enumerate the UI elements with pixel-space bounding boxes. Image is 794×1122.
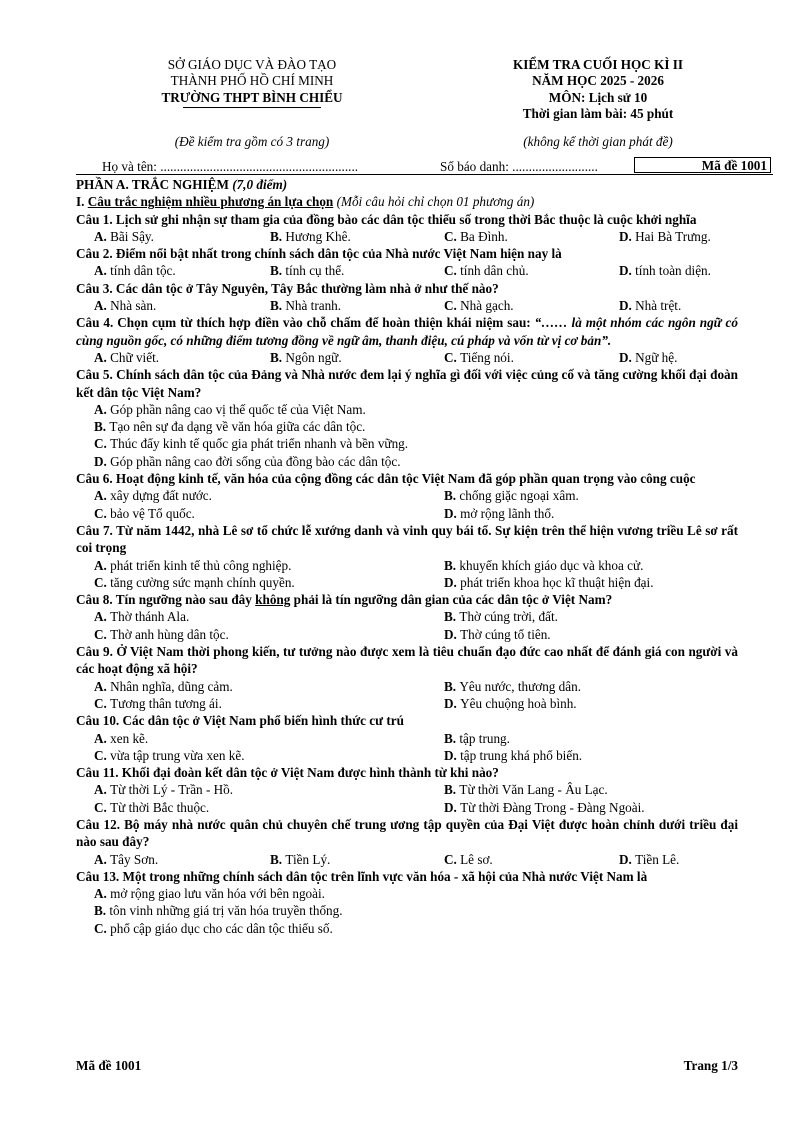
option-b: B. Yêu nước, thương dân.	[444, 678, 582, 694]
option-b: B. Ngôn ngữ.	[270, 349, 342, 365]
option-c: C. bảo vệ Tổ quốc.	[94, 505, 195, 521]
option-a: A. xây dựng đất nước.	[94, 488, 212, 504]
option-b: B. Từ thời Văn Lang - Âu Lạc.	[444, 782, 608, 798]
duration: Thời gian làm bài: 45 phút	[522, 106, 674, 122]
question-3-options	[76, 297, 738, 314]
question-6: Câu 6. Hoạt động kinh tế, văn hóa của cộng đồng các dân tộc Việt Nam đã góp phần quan trọng vào công cuộc	[76, 471, 696, 487]
subsection-title	[76, 193, 738, 210]
option-c: C. Lê sơ.	[444, 851, 493, 867]
subsection-prefix: I.	[76, 194, 88, 210]
question-4-options	[76, 349, 738, 366]
option-c: C. tăng cường sức mạnh chính quyền.	[94, 574, 295, 590]
question-4-stem: Câu 4. Chọn cụm từ thích hợp điền vào chỗ chấm để hoàn thiện khái niệm sau:	[76, 315, 535, 331]
option-c: C. Tiếng nói.	[444, 349, 514, 365]
option-a: A. Góp phần nâng cao vị thế quốc tế của Việt Nam.	[94, 401, 366, 417]
exam-page	[76, 57, 767, 937]
option-d: D. tính toàn diện.	[619, 263, 711, 279]
question-1-options	[76, 228, 738, 245]
option-a: A. tính dân tộc.	[94, 263, 176, 279]
question-1: Câu 1. Lịch sử ghi nhận sự tham gia của đồng bào các dân tộc thiểu số trong thời Bắc thuộc là cuộc khởi nghĩa	[76, 211, 697, 227]
option-b: B. Nhà tranh.	[270, 298, 342, 314]
school-year: NĂM HỌC 2025 - 2026	[532, 73, 664, 89]
page-count-note: (Đề kiểm tra gồm có 3 trang)	[174, 134, 330, 149]
school-underline	[183, 107, 321, 108]
question-11: Câu 11. Khối đại đoàn kết dân tộc ở Việt Nam được hình thành từ khi nào?	[76, 765, 499, 781]
duration-note: (không kể thời gian phát đề)	[523, 134, 673, 149]
question-5: Câu 5. Chính sách dân tộc của Đảng và Nhà nước đem lại ý nghĩa gì đối với việc củng cố và tăng cường khối đại đoàn kết dân tộc Việt Nam?	[76, 367, 738, 400]
option-b: B. Tạo nên sự đa dạng về văn hóa giữa các dân tộc.	[94, 419, 366, 435]
question-9-options-ab	[76, 678, 738, 695]
question-9: Câu 9. Ở Việt Nam thời phong kiến, tư tưởng nào được xem là tiêu chuẩn đạo đức cao nhất để đánh giá con người và các hoạt động xã hội?	[76, 644, 738, 677]
question-12: Câu 12. Bộ máy nhà nước quân chủ chuyên chế trung ương tập quyền của Đại Việt được hoàn chỉnh dưới triều đại nào sau đây?	[76, 816, 738, 850]
option-a: A. phát triển kinh tế thủ công nghiệp.	[94, 557, 292, 573]
option-b: B. Tiền Lý.	[270, 851, 331, 867]
question-9-options-cd	[76, 695, 738, 712]
option-a: A. Tây Sơn.	[94, 851, 159, 867]
city-name: THÀNH PHỐ HỒ CHÍ MINH	[170, 73, 334, 89]
question-4-quote: “…… là một nhóm các ngôn ngữ có cùng nguồn gốc, có những điểm tương đồng về ngữ âm, thanh điệu, cú pháp và vốn từ vị cơ bản”.	[76, 315, 738, 348]
option-a: A. Chữ viết.	[94, 349, 160, 365]
option-d: D. Thờ cúng tổ tiên.	[444, 626, 551, 642]
question-11-options-cd	[76, 799, 738, 816]
student-name-field: Họ và tên: ............................................................	[102, 159, 359, 174]
school-name: TRƯỜNG THPT BÌNH CHIỂU	[161, 89, 343, 105]
question-2-options	[76, 262, 738, 279]
option-d: D. Ngữ hệ.	[619, 349, 678, 365]
option-b: B. Thờ cúng trời, đất.	[444, 609, 558, 625]
section-points: (7,0 điểm)	[228, 177, 288, 192]
option-c: C. Nhà gạch.	[444, 298, 514, 314]
option-c: C. Từ thời Bắc thuộc.	[94, 799, 210, 815]
option-c: C. Thúc đẩy kinh tế quốc gia phát triển nhanh và bền vững.	[94, 436, 409, 452]
option-a: A. Bãi Sậy.	[94, 228, 154, 244]
question-3: Câu 3. Các dân tộc ở Tây Nguyên, Tây Bắc thường làm nhà ở như thế nào?	[76, 280, 499, 296]
option-b: B. tập trung.	[444, 730, 510, 746]
option-a: A. Từ thời Lý - Trần - Hồ.	[94, 782, 234, 798]
option-d: D. mở rộng lãnh thổ.	[444, 505, 555, 521]
exam-info-block	[453, 57, 743, 123]
option-a: A. Nhân nghĩa, dũng cảm.	[94, 678, 233, 694]
question-7: Câu 7. Từ năm 1442, nhà Lê sơ tổ chức lễ xướng danh và vinh quy bái tổ. Sự kiện trên thể hiện vương triều Lê sơ rất coi trọng	[76, 522, 738, 556]
subsection-note: (Mỗi câu hỏi chỉ chọn 01 phương án)	[333, 194, 535, 210]
option-d: D. Góp phần nâng cao đời sống của đồng bào các dân tộc.	[94, 453, 401, 469]
question-7-options-cd	[76, 574, 738, 591]
option-a: A. Thờ thánh Ala.	[94, 609, 190, 625]
option-d: D. Tiền Lê.	[619, 851, 680, 867]
question-7-options-ab	[76, 557, 738, 574]
question-10: Câu 10. Các dân tộc ở Việt Nam phổ biến hình thức cư trú	[76, 713, 404, 729]
question-10-options-ab	[76, 730, 738, 747]
option-b: B. chống giặc ngoại xâm.	[444, 488, 579, 504]
page-number: Trang 1/3	[683, 1058, 738, 1073]
option-c: C. Tương thân tương ái.	[94, 695, 222, 711]
question-8-options-ab	[76, 608, 738, 625]
option-c: C. vừa tập trung vừa xen kẽ.	[94, 747, 245, 763]
option-d: D. Yêu chuộng hoà bình.	[444, 695, 577, 711]
option-a: A. xen kẽ.	[94, 730, 149, 746]
negation-word: không	[255, 592, 291, 608]
option-b: B. tôn vinh những giá trị văn hóa truyền thống.	[94, 903, 343, 919]
option-c: C. phổ cập giáo dục cho các dân tộc thiểu số.	[94, 920, 333, 936]
option-b: B. khuyến khích giáo dục và khoa cử.	[444, 557, 644, 573]
option-b: B. tính cụ thể.	[270, 263, 345, 279]
option-c: C. Thờ anh hùng dân tộc.	[94, 626, 229, 642]
option-d: D. Từ thời Đàng Trong - Đàng Ngoài.	[444, 799, 645, 815]
question-6-options-cd	[76, 505, 738, 522]
option-d: D. phát triển khoa học kĩ thuật hiện đại.	[444, 574, 654, 590]
exam-header	[76, 57, 738, 158]
question-8: Câu 8. Tín ngưỡng nào sau đây không phải là tín ngưỡng dân gian của các dân tộc ở Việt Nam?	[76, 592, 613, 608]
option-d: D. Nhà trệt.	[619, 298, 682, 314]
footer-exam-code: Mã đề 1001	[76, 1058, 142, 1073]
question-6-options-ab	[76, 487, 738, 504]
option-a: A. Nhà sàn.	[94, 298, 157, 314]
department-block	[76, 57, 428, 108]
option-d: D. tập trung khá phổ biến.	[444, 747, 583, 763]
header-rule	[76, 174, 773, 175]
department-name: SỞ GIÁO DỤC VÀ ĐÀO TẠO	[167, 57, 337, 72]
student-info-row	[76, 158, 767, 176]
section-title	[76, 176, 738, 193]
option-c: C. tính dân chủ.	[444, 263, 529, 279]
question-8-options-cd	[76, 626, 738, 643]
exam-title: KIỂM TRA CUỐI HỌC KÌ II	[512, 57, 684, 72]
question-13: Câu 13. Một trong những chính sách dân tộc trên lĩnh vực văn hóa - xã hội của Nhà nước Việt Nam là	[76, 868, 648, 884]
option-c: C. Ba Đình.	[444, 228, 508, 244]
question-12-options	[76, 851, 738, 868]
question-10-options-cd	[76, 747, 738, 764]
option-d: D. Hai Bà Trưng.	[619, 228, 711, 244]
section-heading: PHẦN A. TRẮC NGHIỆM	[76, 177, 229, 192]
student-id-field: Số báo danh: ..........................	[440, 159, 598, 174]
subject: MÔN: Lịch sử 10	[548, 89, 648, 105]
option-a: A. mở rộng giao lưu văn hóa với bên ngoài.	[94, 886, 325, 902]
option-b: B. Hương Khê.	[270, 228, 351, 244]
subsection-heading: Câu trắc nghiệm nhiều phương án lựa chọn	[87, 194, 334, 210]
question-2: Câu 2. Điểm nổi bật nhất trong chính sách dân tộc của Nhà nước Việt Nam hiện nay là	[76, 246, 562, 262]
exam-code-box: Mã đề 1001	[634, 157, 771, 173]
page-footer	[76, 1058, 738, 1074]
question-4	[76, 314, 738, 349]
question-11-options-ab	[76, 781, 738, 798]
